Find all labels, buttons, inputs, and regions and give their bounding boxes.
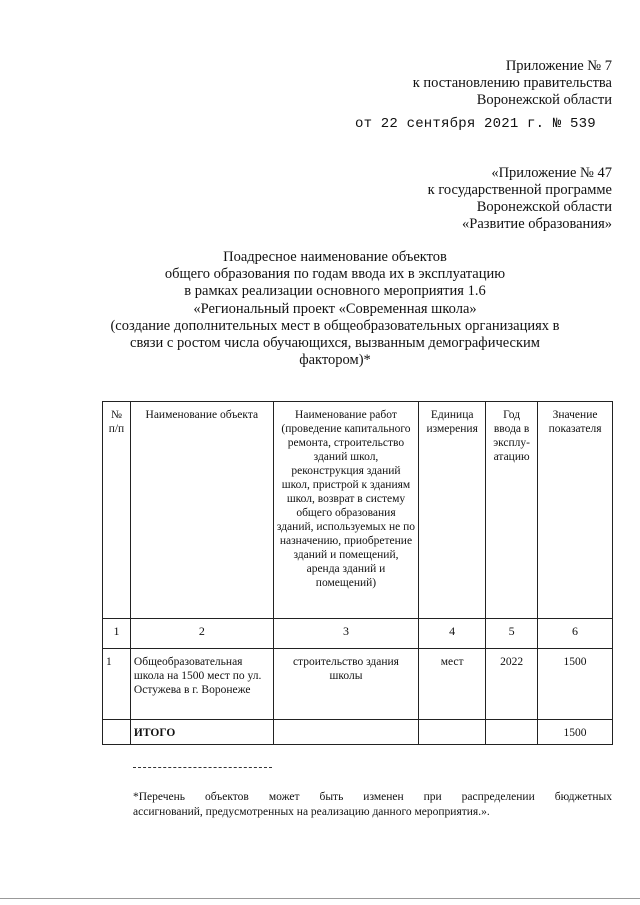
appendix-line: «Развитие образования» <box>462 216 612 232</box>
appendix-line: Приложение № 7 <box>505 58 612 74</box>
title-line: общего образования по годам ввода их в эксплуатацию <box>164 266 506 283</box>
title-line: «Региональный проект «Современная школа» <box>193 300 477 317</box>
appendix-line: к постановлению правительства <box>412 75 612 91</box>
column-number: 2 <box>130 619 273 649</box>
total-empty-cell <box>273 720 419 745</box>
title-line: связи с ростом числа обучающихся, вызванным демографическим <box>130 335 540 352</box>
column-number: 5 <box>486 619 538 649</box>
row-number: 1 <box>103 649 131 720</box>
row-works: строительство здания школы <box>273 649 419 720</box>
header-cell-year: Год ввода в эксплу-атацию <box>486 402 538 619</box>
header-cell-value: Значение показателя <box>538 402 613 619</box>
footnote <box>133 790 612 820</box>
total-value: 1500 <box>538 720 613 745</box>
appendix-line: Воронежской области <box>476 92 612 108</box>
header-cell-works: Наименование работ (проведение капитального ремонта, строительство зданий школ, реконструкция зданий школ, пристрой к зданиям школ, возврат в систему общего образования зданий, используемых не по назначению, приобретение зданий и помещений, аренда зданий и помещений) <box>273 402 419 619</box>
column-number-row <box>103 619 613 649</box>
column-number: 4 <box>419 619 486 649</box>
row-year: 2022 <box>486 649 538 720</box>
column-number: 3 <box>273 619 419 649</box>
column-number: 1 <box>103 619 131 649</box>
footnote-line: ассигнований, предусмотренных на реализацию данного мероприятия.». <box>133 806 490 818</box>
page-bottom-border <box>0 898 640 899</box>
title-line: (создание дополнительных мест в общеобразовательных организациях в <box>110 317 560 334</box>
program-appendix-header <box>428 165 612 233</box>
total-empty-cell <box>103 720 131 745</box>
appendix-line: «Приложение № 47 <box>491 165 612 181</box>
header-cell-object: Наименование объекта <box>130 402 273 619</box>
column-number: 6 <box>538 619 613 649</box>
header-cell-number: № п/п <box>103 402 131 619</box>
row-value: 1500 <box>538 649 613 720</box>
objects-table <box>102 401 613 745</box>
total-empty-cell <box>486 720 538 745</box>
footnote-line: *Перечень объектов может быть изменен при распределении бюджетных <box>133 791 612 803</box>
title-line: в рамках реализации основного мероприятия 1.6 <box>184 283 486 300</box>
appendix-header <box>413 58 612 109</box>
total-row <box>103 720 613 745</box>
row-object-name: Общеобразовательная школа на 1500 мест по ул. Остужева в г. Воронеже <box>130 649 273 720</box>
footnote-separator <box>133 767 272 768</box>
row-unit: мест <box>419 649 486 720</box>
header-cell-unit: Единица измерения <box>419 402 486 619</box>
table-header-row <box>103 402 613 619</box>
table-row <box>103 649 613 720</box>
appendix-line: к государственной программе <box>427 182 612 198</box>
resolution-date: от 22 сентября 2021 г. № 539 <box>355 116 596 132</box>
appendix-line: Воронежской области <box>476 199 612 215</box>
total-label: ИТОГО <box>130 720 273 745</box>
title-line: фактором)* <box>299 352 371 369</box>
title-line: Поадресное наименование объектов <box>223 249 447 265</box>
document-title <box>100 249 570 369</box>
total-empty-cell <box>419 720 486 745</box>
